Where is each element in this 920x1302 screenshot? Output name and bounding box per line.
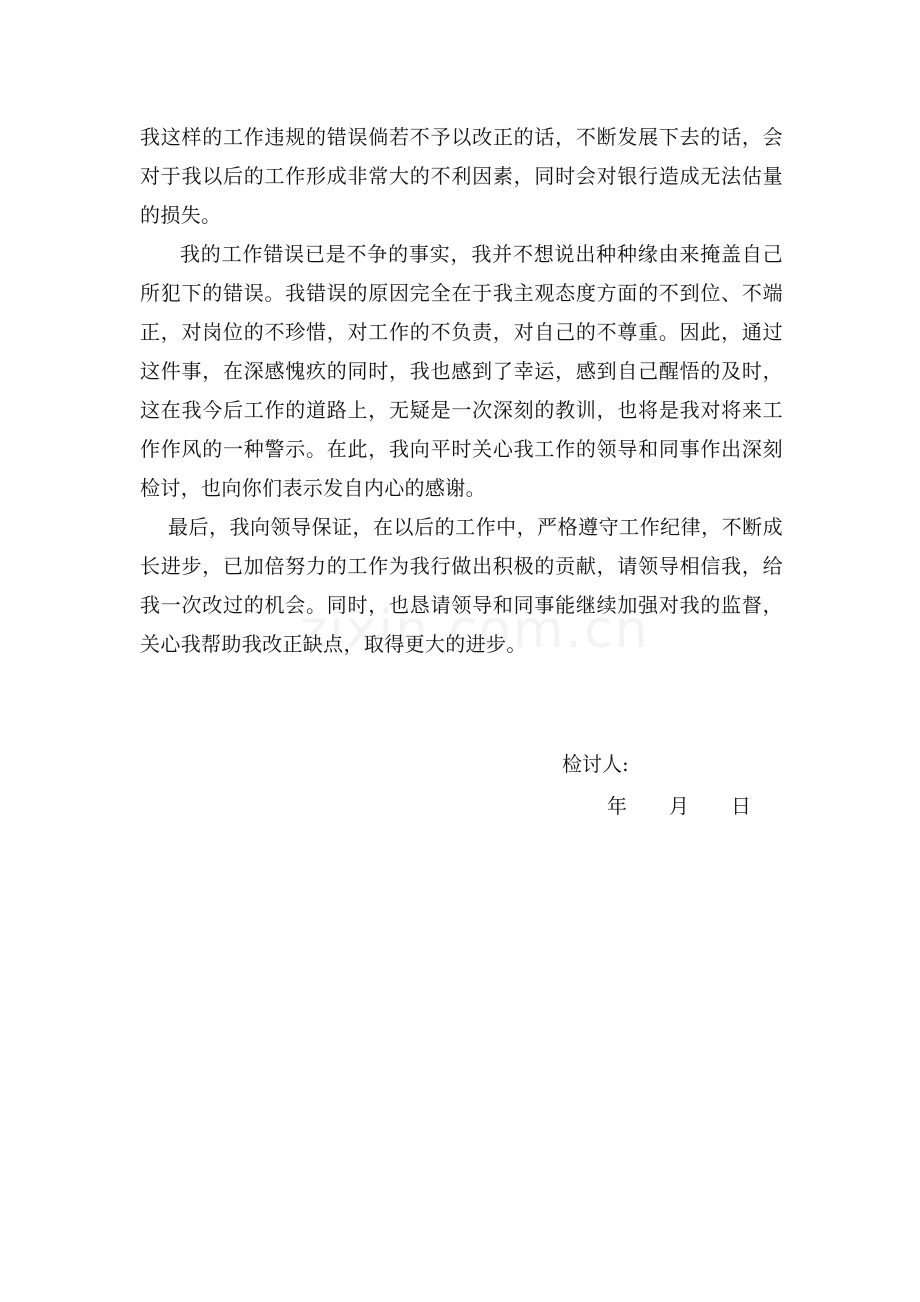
- paragraph-1: 我这样的工作违规的错误倘若不予以改正的话，不断发展下去的话，会对于我以后的工作形成非常大的不利因素，同时会对银行造成无法估量的损失。: [140, 125, 783, 227]
- paragraph-2: 我的工作错误已是不争的事实，我并不想说出种种缘由来掩盖自己所犯下的错误。我错误的原因完全在于我主观态度方面的不到位、不端正，对岗位的不珍惜，对工作的不负责，对自己的不尊重。因此，通过这件事，在深感愧疚的同时，我也感到了幸运，感到自己醒悟的及时，这在我今后工作的道路上，无疑是一次深刻的教训，也将是我对将来工作作风的一种警示。在此，我向平时关心我工作的领导和同事作出深刻检讨，也向你们表示发自内心的感谢。: [140, 242, 783, 500]
- date-month-label: 月: [669, 794, 689, 818]
- date-line: [607, 790, 751, 822]
- signature-label: 检讨人:: [562, 752, 629, 776]
- paragraph-3: 最后，我向领导保证，在以后的工作中，严格遵守工作纪律，不断成长进步，已加倍努力的工作为我行做出积极的贡献，请领导相信我，给我一次改过的机会。同时，也恳请领导和同事能继续加强对我的监督，关心我帮助我改正缺点，取得更大的进步。: [140, 515, 783, 656]
- date-day-label: 日: [731, 794, 751, 818]
- date-year-label: 年: [607, 794, 627, 818]
- document-body: [140, 118, 783, 664]
